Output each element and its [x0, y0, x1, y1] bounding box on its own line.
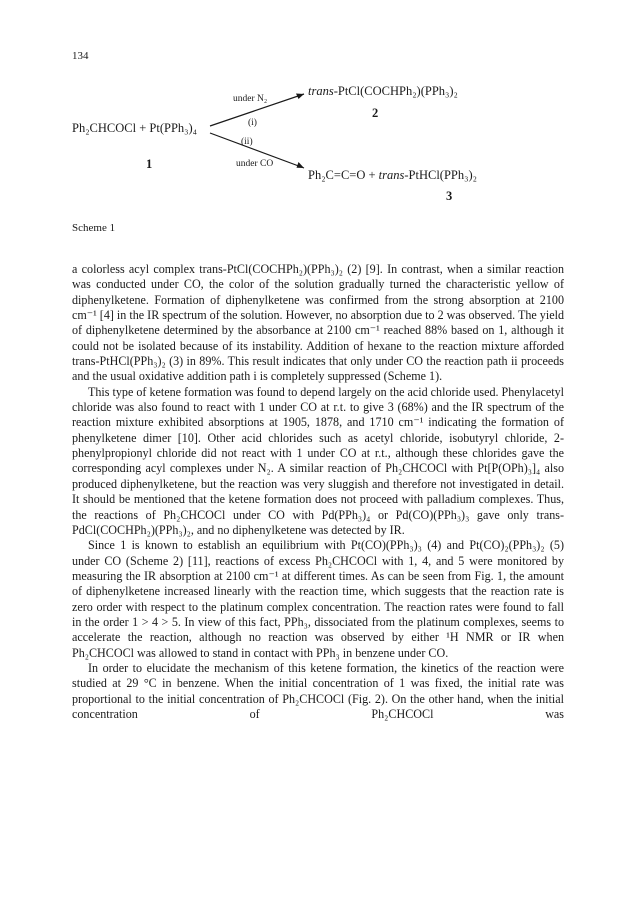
scheme-caption: Scheme 1 [72, 222, 116, 234]
reactants: Ph₂CHCOCl + Pt(PPh₃)₄ [72, 121, 198, 135]
paragraph: Since 1 is known to establish an equilibrium with Pt(CO)(PPh₃)₃ (4) and Pt(CO)₂(PPh₃)₂ (5) under CO (Scheme 2) [11], reactions of excess Ph₂CHCOCl with 1, 4, and 5 were monitored by measuring the IR absorption at 2100 cm⁻¹ at different times. As can be seen from Fig. 1, the amount of diphenylketene increased linearly with the reaction time, which suggests that the reaction rate is zero order with respect to the platinum complex concentration. The reaction rates were found to fall in the order 1 > 4 > 5. In view of this fact, PPh₃, dissociated from the platinum complexes, seems to accelerate the reaction, although no reaction was observed by either ¹H NMR or IR when Ph₂CHCOCl was allowed to stand in contact with PPh₃ in benzene under CO. [72, 538, 564, 660]
compound-number-2: 2 [372, 106, 379, 120]
product-2 [308, 84, 458, 99]
product-3-formula: PtHCl(PPh₃)₂ [408, 168, 478, 182]
page-number: 134 [72, 50, 89, 62]
ketene-formula: Ph₂C=C=O + [308, 168, 379, 182]
trans-prefix: trans- [308, 84, 338, 98]
paragraph: In order to elucidate the mechanism of this ketene formation, the kinetics of the reaction were studied at 29 °C in benzene. When the initial concentration of 1 was fixed, the initial rate was proportional to the initial concentration of Ph₂CHCOCl (Fig. 2). On the other hand, when the initial concentration of Ph₂CHCOCl was [72, 660, 564, 721]
article-body [72, 262, 564, 722]
paragraph: a colorless acyl complex trans-PtCl(COCHPh₂)(PPh₃)₂ (2) [9]. In contrast, when a similar reaction was conducted under CO, the color of the solution gradually turned the characteristic yellow of diphenylketene. Formation of diphenylketene was confirmed from the strong absorption at 2100 cm⁻¹ [4] in the IR spectrum of the solution. However, no absorption due to 2 was observed. The yield of diphenylketene determined by the absorbance at 2100 cm⁻¹ reached 88% based on 1, although it could not be isolated because of its instability. Addition of hexane to the reaction mixture afforded trans-PtHCl(PPh₃)₂ (3) in 89%. This result indicates that only under CO the reaction path ii proceeds and the usual oxidative addition path i is completely suppressed (Scheme 1). [72, 262, 564, 384]
path-ii-label: (ii) [241, 137, 253, 147]
condition-co: under CO [236, 159, 274, 169]
compound-number-3: 3 [446, 189, 453, 203]
product-2-formula: PtCl(COCHPh₂)(PPh₃)₂ [337, 84, 458, 98]
path-i-label: (i) [248, 118, 257, 128]
compound-number-1: 1 [146, 157, 153, 171]
product-3 [308, 168, 477, 183]
paragraph: This type of ketene formation was found to depend largely on the acid chloride used. Phenylacetyl chloride was also found to react with 1 under CO at r.t. to give 3 (68%) and the IR spectrum of the reaction mixture exhibited absorptions at 1905, 1878, and 1710 cm⁻¹ indicating the formation of phenylketene dimer [10]. Other acid chlorides such as acetyl chloride, isobutyryl chloride, 2-phenylpropionyl chloride did not react with 1 under CO at r.t., although these chlorides gave the corresponding acyl complexes under N₂. A similar reaction of Ph₂CHCOCl with Pt[P(OPh)₃]₄ also produced diphenylketene, but the reaction was very sluggish and therefore not investigated in detail. It should be mentioned that the ketene formation does not proceed with palladium complexes. Thus, the reactions of Ph₂CHCOCl under CO with Pd(PPh₃)₄ or Pd(CO)(PPh₃)₃ gave only trans-PdCl(COCHPh₂)(PPh₃)₂, and no diphenylketene was detected by IR. [72, 384, 564, 537]
reaction-arrows [0, 0, 624, 240]
reaction-scheme [0, 0, 624, 240]
trans-prefix: trans- [378, 168, 409, 182]
condition-nitrogen: under N₂ [233, 94, 268, 104]
